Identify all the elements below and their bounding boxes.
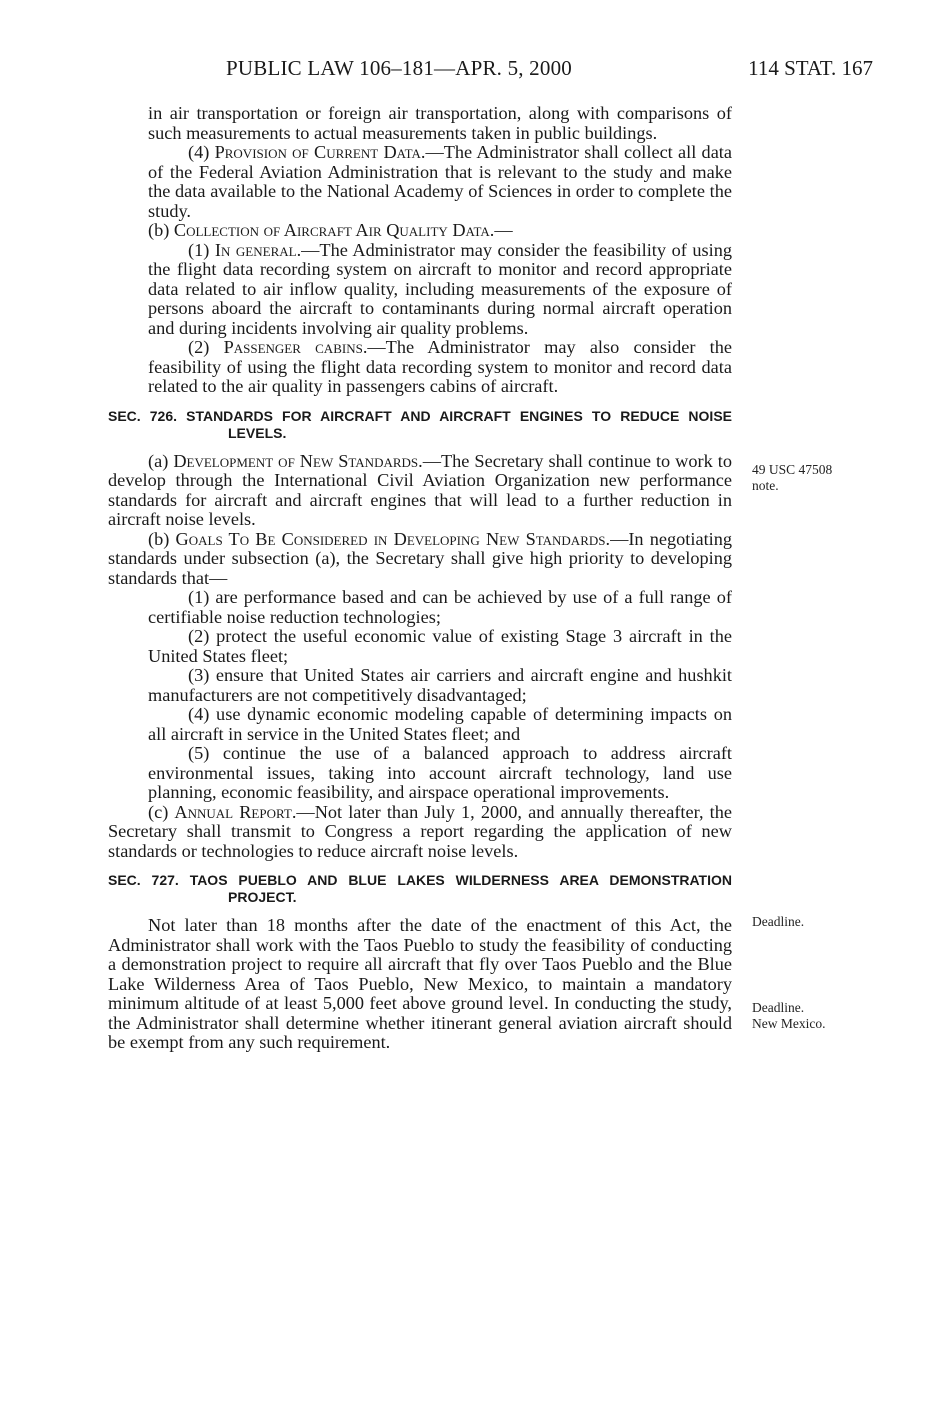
section-727-heading: SEC. 727. TAOS PUEBLO AND BLUE LAKES WILDERNESS AREA DEMONSTRATION PROJECT. <box>108 872 732 905</box>
section-727-text: Not later than 18 months after the date of the enactment of this Act, the Administrator shall work with the Taos Pueblo to study the feasibility of conducting a demonstration project to require all aircraft that fly over Taos Pueblo and the Blue Lake Wilderness Area of Taos Pueblo, New Mexico, to maintain a mandatory minimum altitude of at least 5,000 feet above ground level. In conducting the study, the Administrator shall determine whether itinerant general aviation aircraft should be exempt from any such requirement. <box>108 915 732 1052</box>
margin-note-sec726: 49 USC 47508 note. <box>752 462 833 493</box>
section-726-heading: SEC. 726. STANDARDS FOR AIRCRAFT AND AIRCRAFT ENGINES TO REDUCE NOISE LEVELS. <box>108 407 732 441</box>
subsection-a4: (4) Provision of Current Data.—The Administrator shall collect all data of the Federal Aviation Administration that is relevant to the study and make the data available to the National Academy of Sciences in order to complete the study. <box>148 142 733 221</box>
margin-note-deadline: Deadline. <box>752 914 805 929</box>
section-726-b3: (3) ensure that United States air carriers and aircraft engine and hushkit manufacturers are not competitively disadvantaged; <box>148 665 732 705</box>
document-body <box>108 104 732 1053</box>
page-header <box>0 56 939 86</box>
heading-goals: Goals To Be Considered in Developing New Standards. <box>175 528 611 549</box>
margin-note-sec727: Deadline. New Mexico. <box>752 1000 826 1031</box>
heading-annual-report: Annual Report. <box>174 801 297 822</box>
section-726-b5: (5) continue the use of a balanced approach to address aircraft environmental issues, taking into account aircraft technology, land use planning, economic feasibility, and airspace operational improvements. <box>148 743 732 802</box>
heading-development-new-standards: Development of New Standards. <box>173 450 423 471</box>
paragraph-b2: (2) Passenger cabins.—The Administrator may also consider the feasibility of using the flight data recording system to monitor and record data related to the air quality in passengers cabins of aircraft. <box>148 337 732 396</box>
section-726-b1: (1) are performance based and can be achieved by use of a full range of certifiable noise reduction technologies; <box>148 587 732 627</box>
section-726-b2: (2) protect the useful economic value of existing Stage 3 aircraft in the United States fleet; <box>148 626 732 666</box>
heading-collection-air-quality-data: Collection of Aircraft Air Quality Data. <box>173 220 495 240</box>
heading-provision-of-current-data: Provision of Current Data. <box>214 142 426 162</box>
subsection-b: (b) Collection of Aircraft Air Quality Data.— <box>148 220 513 240</box>
heading-in-general: In general. <box>214 239 302 260</box>
section-726-b4: (4) use dynamic economic modeling capable of determining impacts on all aircraft in service in the United States fleet; and <box>148 704 732 744</box>
stat-page-number: 114 STAT. 167 <box>748 56 873 80</box>
heading-passenger-cabins: Passenger cabins. <box>223 337 368 357</box>
continued-paragraph: in air transportation or foreign air transportation, along with comparisons of such measurements to actual measurements taken in public buildings. <box>148 103 732 143</box>
section-726-c: (c) Annual Report.—Not later than July 1, 2000, and annually thereafter, the Secretary shall transmit to Congress a report regarding the application of new standards or technologies to reduce aircraft noise levels. <box>108 801 733 861</box>
running-head: PUBLIC LAW 106–181—APR. 5, 2000 <box>226 56 572 80</box>
section-726-a: (a) Development of New Standards.—The Secretary shall continue to work to develop through the International Civil Aviation Organization new performance standards for aircraft and aircraft engines that will lead to a further reduction in aircraft noise levels. <box>108 450 732 529</box>
section-726-b: (b) Goals To Be Considered in Developing New Standards.—In negotiating standards under subsection (a), the Secretary shall give high priority to developing standards that— <box>108 528 733 588</box>
paragraph-b1: (1) In general.—The Administrator may consider the feasibility of using the flight data recording system on aircraft to monitor and record appropriate data related to air inflow quality, including measurements of the exposure of persons aboard the aircraft to contaminants during normal aircraft operation and during incidents involving air quality problems. <box>148 239 732 338</box>
